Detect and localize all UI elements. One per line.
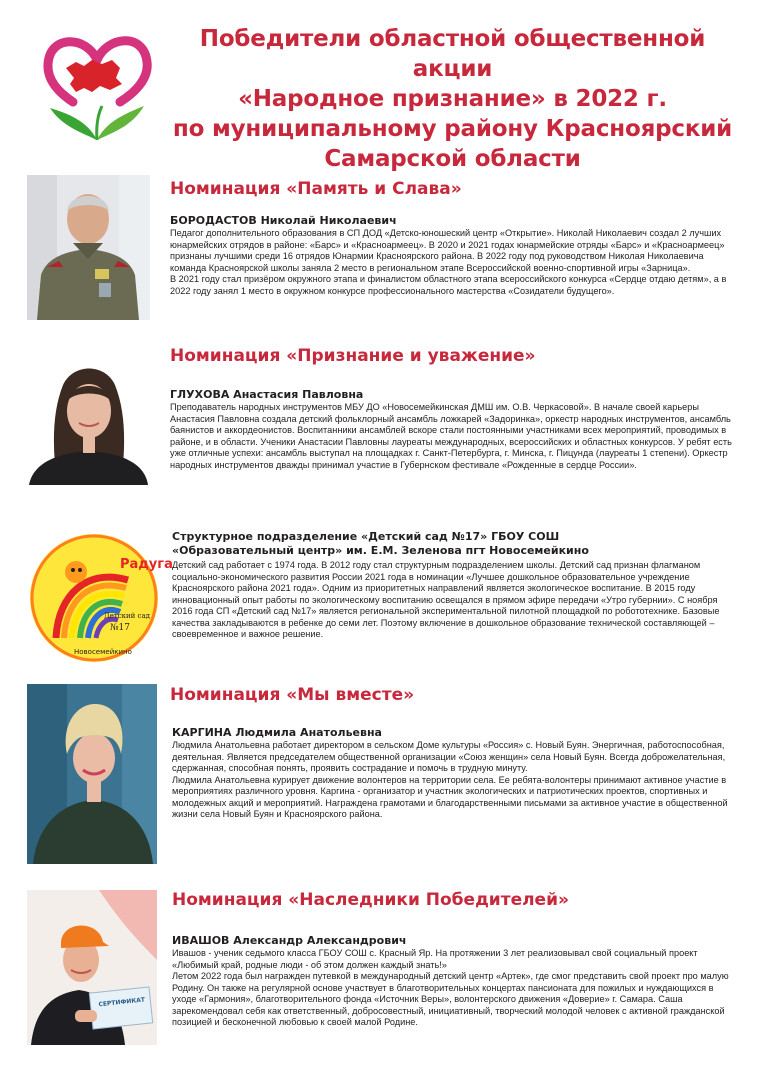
kindergarten-logo <box>28 532 173 664</box>
person-name-2: ГЛУХОВА Анастасия Павловна <box>170 388 364 401</box>
nomination-title-2: Номинация «Признание и уважение» <box>170 346 536 366</box>
organization-title <box>172 530 732 558</box>
logo-num: №17 <box>110 623 130 633</box>
logo-place: Новосемейкино <box>74 648 132 656</box>
photo-borodastov <box>27 175 150 320</box>
org-line-2: «Образовательный центр» им. Е.М. Зеленова пгт Новосемейкино <box>172 544 589 557</box>
logo-name: Радуга <box>120 557 173 572</box>
logo-sub: Детский сад <box>104 612 150 620</box>
person-name-4: КАРГИНА Людмила Анатольевна <box>172 726 382 739</box>
photo-glukhova <box>27 355 150 485</box>
description-4 <box>172 740 735 821</box>
person-name-1: БОРОДАСТОВ Николай Николаевич <box>170 214 397 227</box>
org-line-1: Структурное подразделение «Детский сад №17» ГБОУ СОШ <box>172 530 560 543</box>
nomination-title-4: Номинация «Мы вместе» <box>170 685 415 705</box>
description-1-para-2: В 2021 году стал призёром окружного этапа и финалистом областного этапа всероссийского конкурса «Сердце отдаю детям», а в 2022 году занял 1 место в окружном конкурсе профессионального мастерства «Созидатели будущего». <box>170 274 727 296</box>
photo-kargina <box>27 684 157 864</box>
description-5 <box>172 948 735 1029</box>
description-5-para-1: Ивашов - ученик седьмого класса ГБОУ СОШ с. Красный Яр. На протяжении 3 лет реализовывал свой социальный проект «Любимый край, родные люди - об этом должен каждый знать!» <box>172 948 698 970</box>
person-name-5: ИВАШОВ Александр Александрович <box>172 934 407 947</box>
description-4-para-2: Людмила Анатольевна курирует движение волонтеров на территории села. Ее ребята-волонтеры принимают активное участие в мероприятиях различного уровня. Каргина - организатор и участник экологических и патриотических проектов, спортивных и молодежных акций и мероприятий. Награждена грамотами и благодарственными письмами за активное участие в общественной жизни села Новый Буян и Красноярского района. <box>172 774 728 819</box>
nomination-title-5: Номинация «Наследники Победителей» <box>172 890 569 910</box>
title-line-3: по муниципальному району Красноярский <box>172 116 733 142</box>
title-line-2: «Народное признание» в 2022 г. <box>238 86 667 112</box>
heart-map-icon <box>40 22 155 147</box>
heart-logo <box>40 22 155 147</box>
description-1-para-1: Педагог дополнительного образования в СП ДОД «Детско-юношеский центр «Открытие». Николай Николаевич создал 2 лучших юнармейских отрядов в районе: «Барс» и «Красноармеец». В 2020 и 2021 годах юнармейские отряды «Барс» и «Красноармеец» признаны лучшими среди 16 отрядов Юнармии Красноярского района. В 2022 году под руководством Николая Николаевича команда Красноярской школы заняла 2 место в региональном этапе Всероссийской военно-спортивной игры «Зарница». <box>170 228 725 273</box>
title-line-4: Самарской области <box>324 146 581 172</box>
description-5-para-2: Летом 2022 года был награжден путевкой в международный детский центр «Артек», где смог представить свой проект про малую Родину. Он также на регулярной основе участвует в благотворительных концертах пансионата для пожилых и нуждающихся в уходе «Гармония», благотворительного фонда «Источник Веры», волонтерского движения «Доверие» г. Самара. Саша зарекомендовал себя как ответственный, добросовестный, инициативный, творческий молодой человек с активной гражданской позицией и бесконечной любовью к своей малой Родине. <box>172 971 729 1027</box>
description-1 <box>170 228 735 297</box>
page-title <box>160 24 745 174</box>
title-line-1: Победители областной общественной акции <box>199 26 706 82</box>
description-2-para-1: Преподаватель народных инструментов МБУ ДО «Новосемейкинская ДМШ им. О.В. Черкасовой». В начале своей карьеры Анастасия Павловна создала детский фольклорный ансамбль ложкарей «Задоринка», оркестр народных инструментов, ансамбль баянистов и аккордеонистов. Воспитанники ансамблей вскоре стали постоянными участниками всех мероприятий, проводимых в районе, и в области. Ученики Анастасии Павловны лауреаты международных, всероссийских и областных конкурсов. У ребят есть уже отличные успехи: ансамбль выступал на площадках г. Санкт-Петербурга, г. Минска, г. Пицунда (лауреаты 1 степени). Оркестр народных инструментов дважды принимал участие в Губернском фестивале «Рожденные в сердце России». <box>170 402 732 470</box>
description-3-para-1: Детский сад работает с 1974 года. В 2012 году стал структурным подразделением школы. Детский сад признан флагманом социально-экономического развития России 2021 года в номинации «Лучшее дошкольное образовательное учреждение Красноярского района 2021 года». Одним из приоритетных направлений является экологическое воспитание. В 2015 году инновационный опыт работы по экологическому воспитанию освещался в прямом эфире передачи «Утро губернии». С ноября 2016 года СП «Детский сад №17» является региональной экспериментальной пилотной площадкой по робототехнике. Базовые качества закладываются в ребенке до семи лет. Поэтому включение в дошкольное образование технической составляющей – своевременное и важное решение. <box>172 560 720 639</box>
description-3 <box>172 560 735 641</box>
nomination-title-1: Номинация «Память и Слава» <box>170 179 462 199</box>
description-2 <box>170 402 735 471</box>
certificate-label: СЕРТИФИКАТ <box>98 996 146 1009</box>
photo-ivashov <box>27 890 157 1045</box>
description-4-para-1: Людмила Анатольевна работает директором в сельском Доме культуры «Россия» с. Новый Буян. Энергичная, работоспособная, деятельная. Является председателем общественной организации «Союз женщин» села Новый Буян. Всегда доброжелательная, сдержанная, способная понять, проявить сострадание и помочь в трудную минуту. <box>172 740 726 773</box>
